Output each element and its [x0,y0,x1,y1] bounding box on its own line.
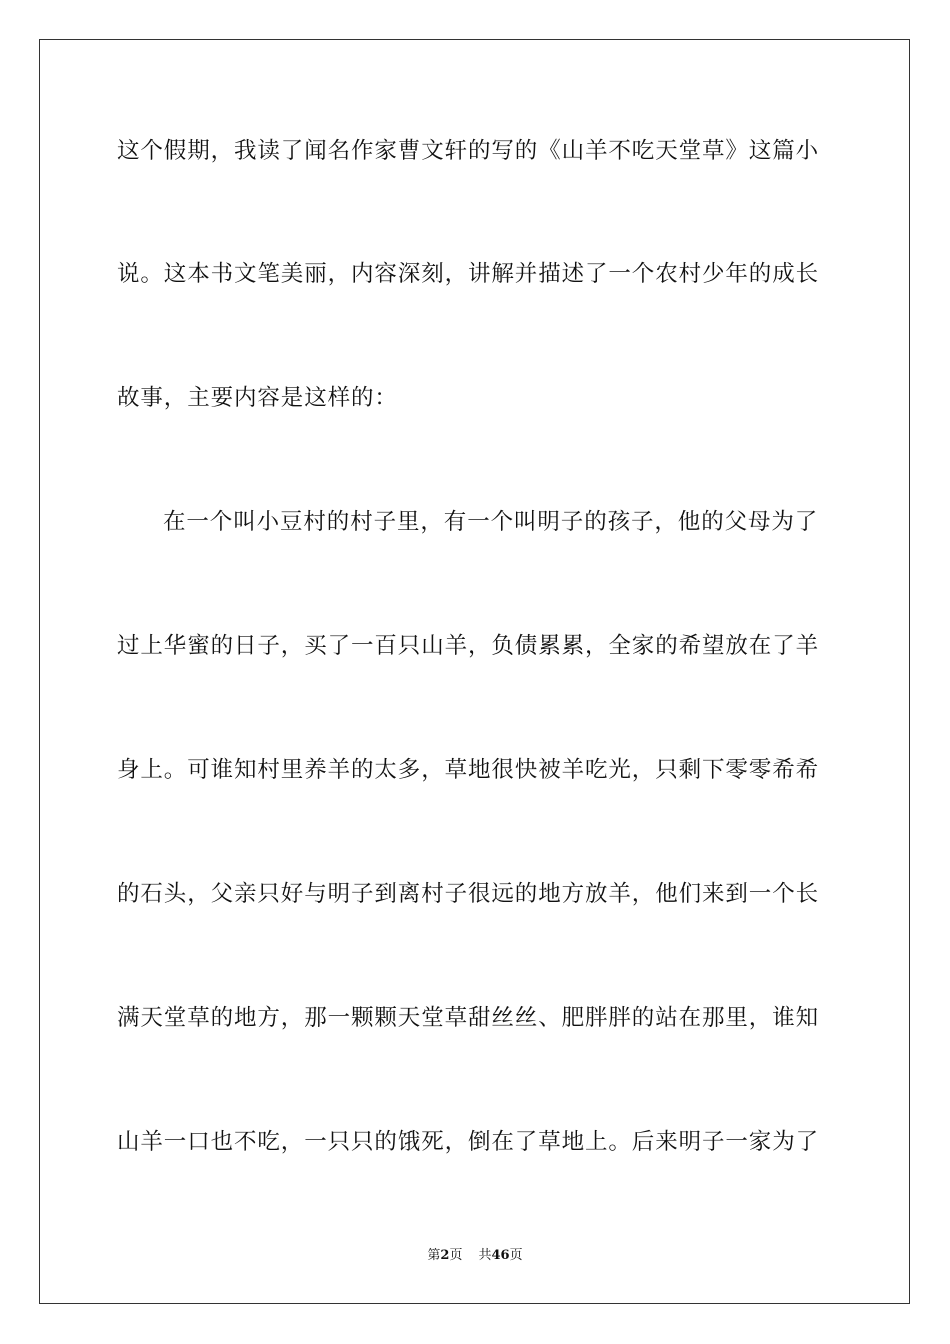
page-suffix: 页 [449,1248,463,1263]
paragraph-line-7: 的石头，父亲只好与明子到离村子很远的地方放羊，他们来到一个长 [117,881,820,907]
page-footer [0,1247,950,1265]
paragraph-line-1: 这个假期，我读了闻名作家曹文轩的写的《山羊不吃天堂草》这篇小 [117,138,820,164]
paragraph-line-2: 说。这本书文笔美丽，内容深刻，讲解并描述了一个农村少年的成长 [117,261,820,287]
page-prefix: 第 [427,1248,441,1263]
total-suffix: 页 [509,1248,523,1263]
total-prefix: 共 [478,1248,492,1263]
total-pages: 46 [491,1248,510,1263]
paragraph-line-4: 在一个叫小豆村的村子里，有一个叫明子的孩子，他的父母为了 [163,509,819,535]
paragraph-line-6: 身上。可谁知村里养羊的太多，草地很快被羊吃光，只剩下零零希希 [117,757,820,783]
page-border [39,39,910,1304]
page-number: 2 [440,1248,450,1263]
paragraph-line-8: 满天堂草的地方，那一颗颗天堂草甜丝丝、肥胖胖的站在那里，谁知 [117,1005,820,1031]
paragraph-line-9: 山羊一口也不吃，一只只的饿死，倒在了草地上。后来明子一家为了 [117,1129,820,1155]
paragraph-line-5: 过上华蜜的日子，买了一百只山羊，负债累累，全家的希望放在了羊 [117,633,820,659]
paragraph-line-3: 故事，主要内容是这样的： [117,385,398,411]
